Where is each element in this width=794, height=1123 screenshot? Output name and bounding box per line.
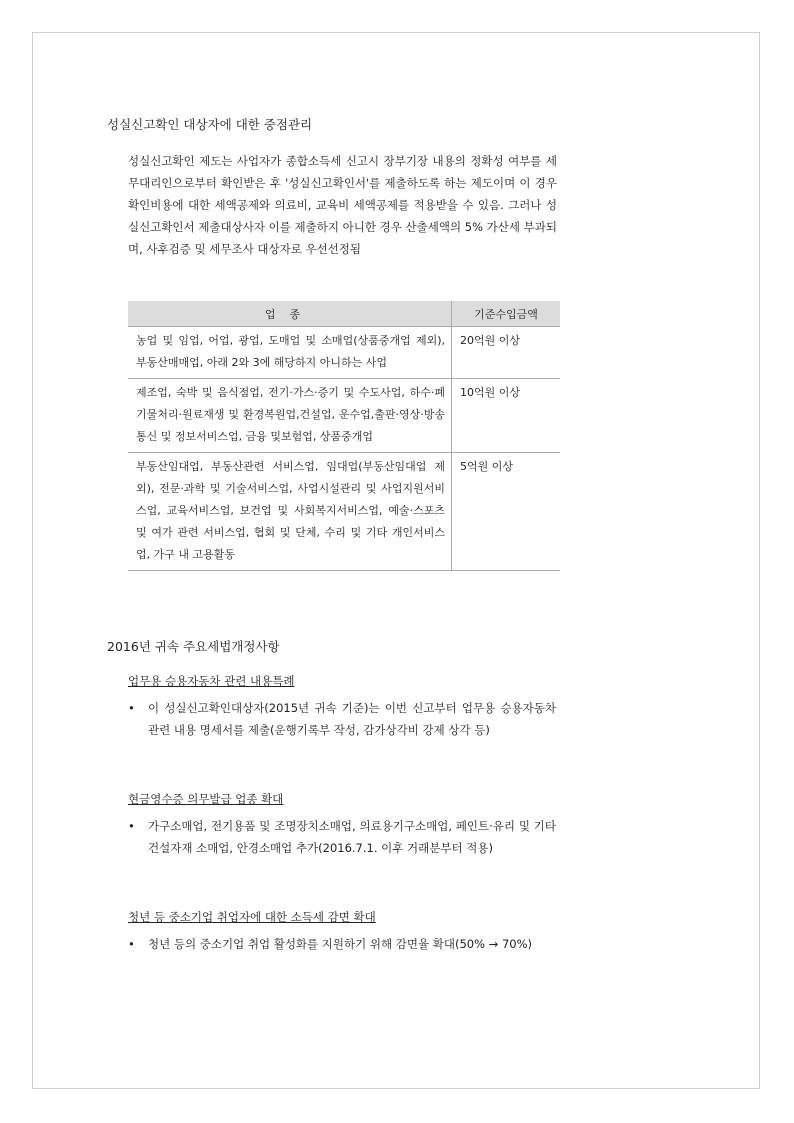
section-title-2016: 2016년 귀속 주요세법개정사항 — [107, 639, 280, 654]
amount-cell: 20억원 이상 — [452, 327, 561, 379]
subtitle-youth-tax: 청년 등 중소기업 취업자에 대한 소득세 감면 확대 — [128, 910, 376, 924]
business-cell: 부동산임대업, 부동산관련 서비스업, 임대업(부동산임대업 제외), 전문·과학 및 기술서비스업, 사업시설관리 및 사업지원서비스업, 교육서비스업, 보건업 및 사회복지서비스업, 예술·스포츠 및 여가 관련 서비스업, 협회 및 단체, 수리 및 기타 개인서비스업, 가구 내 고용활동 — [128, 453, 452, 571]
bullet-item — [128, 933, 556, 955]
header-business: 업종 — [128, 301, 452, 327]
body-paragraph: 성실신고확인 제도는 사업자가 종합소득세 신고시 장부기장 내용의 정확성 여부를 세무대리인으로부터 확인받은 후 '성실신고확인서'를 제출하도록 하는 제도이며 이 경우 확인비용에 대한 세액공제와 의료비, 교육비 세액공제를 적용받을 수 있음. 그러나 성실신고확인서 제출대상사자 이를 제출하지 아니한 경우 산출세액의 5% 가산세 부과되며, 사후검증 및 세무조사 대상자로 우선선정됨 — [128, 154, 557, 256]
section-title: 성실신고확인 대상자에 대한 중점관리 — [107, 117, 313, 132]
business-cell: 제조업, 숙박 및 음식점업, 전기·가스·증기 및 수도사업, 하수·폐기물처리·원료재생 및 환경복원업,건설업, 운수업,출판·영상·방송통신 및 정보서비스업, 금융 및보험업, 상품중개업 — [128, 379, 452, 453]
table-row — [128, 453, 560, 571]
subtitle-cash-receipt: 현금영수증 의무발급 업종 확대 — [128, 792, 284, 806]
bullet-text: 가구소매업, 전기용품 및 조명장치소매업, 의료용기구소매업, 페인트·유리 및 기타 건설자재 소매업, 안경소매업 추가(2016.7.1. 이후 거래분부터 적용) — [148, 819, 556, 855]
bullet-text: 이 성실신고확인대상자(2015년 귀속 기준)는 이번 신고부터 업무용 승용자동차 관련 내용 명세서를 제출(운행기록부 작성, 감가상각비 강제 상각 등) — [148, 701, 556, 737]
bullet-icon: • — [128, 701, 135, 715]
subtitle-vehicle: 업무용 승용자동차 관련 내용특례 — [128, 674, 295, 688]
amount-cell: 5억원 이상 — [452, 453, 561, 571]
bullet-item — [128, 697, 556, 741]
bullet-icon: • — [128, 937, 135, 951]
table-row — [128, 379, 560, 453]
business-cell: 농업 및 임업, 어업, 광업, 도매업 및 소매업(상품중개업 제외), 부동산매매업, 아래 2와 3에 해당하지 아니하는 사업 — [128, 327, 452, 379]
header-amount: 기준수입금액 — [452, 301, 561, 327]
bullet-text: 청년 등의 중소기업 취업 활성화를 지원하기 위해 감면율 확대(50% → 70%) — [148, 937, 533, 951]
income-threshold-table — [128, 301, 560, 571]
table-row — [128, 327, 560, 379]
bullet-item — [128, 815, 556, 859]
table-header-row — [128, 301, 560, 327]
amount-cell: 10억원 이상 — [452, 379, 561, 453]
bullet-icon: • — [128, 819, 135, 833]
